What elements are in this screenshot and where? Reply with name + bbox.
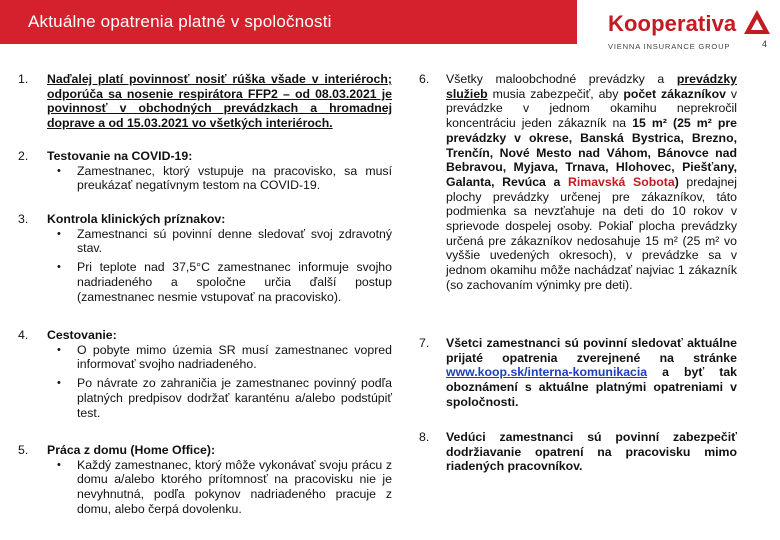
list-item: • O pobyte mimo územia SR musí zamestnanec vopred informovať svojho nadriadeného. xyxy=(47,343,392,372)
item-8 xyxy=(446,430,737,474)
item-number: 2. xyxy=(18,149,29,163)
list-item: • Každý zamestnanec, ktorý môže vykonávať svoju prácu z domu a/alebo ktorého prítomnosť na pracovisku nie je nevyhnutná, podľa pokynov nadriadeného pracuje z domu, alebo čerpá dovolenku. xyxy=(47,458,392,517)
item-6-text: Všetky maloobchodné prevádzky a xyxy=(446,72,677,86)
list-item: • Po návrate zo zahraničia je zamestnanec povinný podľa platných predpisov dodržať karanténu a/alebo podstúpiť test. xyxy=(47,376,392,420)
item-number: 4. xyxy=(18,328,29,342)
item-6-text: musia zabezpečiť, aby xyxy=(487,86,624,101)
list-item: • Zamestnanec, ktorý vstupuje na pracovisko, sa musí preukázať negatívnym testom na COVID-19. xyxy=(47,164,392,193)
item-3 xyxy=(47,212,392,304)
title-bar xyxy=(0,0,577,47)
intranet-link[interactable]: www.koop.sk/interna-komunikacia xyxy=(446,365,648,380)
item-number: 5. xyxy=(18,443,29,457)
item-number: 7. xyxy=(419,336,430,350)
item-5-heading: Práca z domu (Home Office): xyxy=(47,443,216,457)
item-1-text: Naďalej platí povinnosť nosiť rúška všade v interiéroch; odporúča sa nosenie respirátora FFP2 – od 08.03.2021 je povinnosť v obchodných prevádzkach a hromadnej doprave a od 15.03.2021 vo všetkých interiéroch. xyxy=(47,72,392,131)
item-2 xyxy=(47,149,392,193)
logo-subtitle: VIENNA INSURANCE GROUP xyxy=(608,42,731,51)
item-3-heading: Kontrola klinických príznakov: xyxy=(47,212,226,226)
item-6-highlight: Rimavská Sobota xyxy=(567,174,675,189)
item-5 xyxy=(47,443,392,517)
item-4-heading: Cestovanie: xyxy=(47,328,117,342)
logo-triangle-icon xyxy=(742,8,772,38)
item-6-text: počet zákazníkov xyxy=(623,86,726,101)
item-number: 6. xyxy=(419,72,430,86)
item-6-text: prevádzky služieb xyxy=(446,72,737,101)
item-7-text: a byť tak oboznámení s aktuálne platnými opatreniami v spoločnosti. xyxy=(446,365,737,409)
item-2-heading: Testovanie na COVID-19: xyxy=(47,149,193,163)
item-number: 3. xyxy=(18,212,29,226)
item-number: 1. xyxy=(18,72,29,86)
item-4 xyxy=(47,328,392,420)
item-6-text: v prevádzke v jednom okamihu neprekročil koncentráciu jeden zákazník na xyxy=(446,86,737,131)
item-6-text: predajnej plochy prevádzky určenej pre zákazníkov, táto podmienka sa nevzťahuje na deti do 10 rokov v sprievode dospelej osoby. Pokiaľ plocha prevádzky určená pre zákazníkov nedosahuje 15 m² (25 m² vo vyššie uvedených okresoch), v prevádzke sa v jednom okamihu môže nachádzať najviac 1 zákazník (so zachovaním výnimky pre deti). xyxy=(446,174,738,292)
logo-wordmark: Kooperativa xyxy=(608,11,737,36)
item-6 xyxy=(446,72,737,293)
item-7 xyxy=(446,336,737,410)
list-item: • Pri teplote nad 37,5°C zamestnanec informuje svojho nadriadeného a spoločne určia ďalší postup (zamestnanec nesmie vstupovať na pracovisko). xyxy=(47,260,392,304)
item-7-text: Všetci zamestnanci sú povinní sledovať aktuálne prijaté opatrenia zverejnené na stránke xyxy=(446,336,737,365)
page-number: 4 xyxy=(762,39,768,49)
list-item: • Zamestnanci sú povinní denne sledovať svoj zdravotný stav. xyxy=(47,227,392,256)
item-8-text: Vedúci zamestnanci sú povinní zabezpečiť dodržiavanie opatrení na pracovisku mimo riadených pracovníkov. xyxy=(446,430,737,474)
item-6-text: 15 m² (25 m² pre prevádzky v okrese, Banská Bystrica, Brezno, Trenčín, Nové Mesto nad Váhom, Bánovce nad Bebravou, Myjava, Trnava, Hlohovec, Piešťany, Galanta, Revúca a xyxy=(446,116,737,189)
item-number: 8. xyxy=(419,430,430,444)
kooperativa-logo xyxy=(600,4,776,54)
item-1 xyxy=(47,72,392,131)
item-6-text: ) xyxy=(674,174,679,189)
page-title: Aktuálne opatrenia platné v spoločnosti xyxy=(28,12,332,31)
